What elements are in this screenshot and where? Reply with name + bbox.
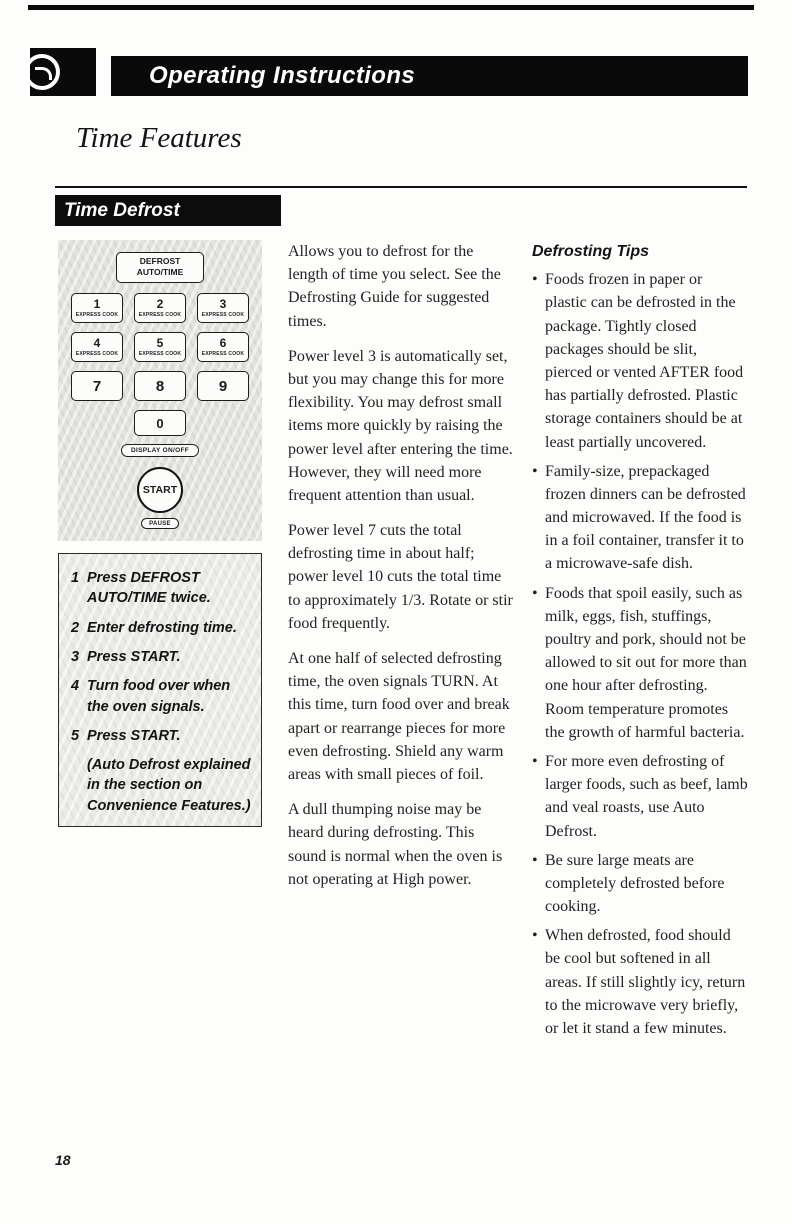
keypad-button-7 (71, 371, 123, 401)
digit-label: 3 (219, 297, 227, 312)
keypad-button-0: 0 (134, 410, 186, 436)
pause-button: PAUSE (141, 518, 179, 529)
brand-logo (30, 48, 96, 96)
left-column (58, 240, 262, 1046)
express-cook-label: EXPRESS COOK (75, 351, 119, 358)
digit-label: 8 (155, 377, 165, 395)
body-paragraph: Power level 7 cuts the total defrosting time in about half; power level 10 cuts the total time to approximately 1/3. Rotate or stir food frequently. (288, 522, 513, 632)
banner-title: Operating Instructions (149, 62, 416, 89)
tip-item: • Foods frozen in paper or plastic can be defrosted in the package. Tightly closed packages should be slit, pierced or vented AFTER food has partially defrosted. Plastic storage containers should be at least partially uncovered. (532, 268, 748, 454)
step-number: 2 (71, 619, 80, 636)
tip-item: • Foods that spoil easily, such as milk, eggs, fish, stuffings, poultry and pork, should not be allowed to sit out for more than one hour after defrosting. Room temperature promotes the growth of harmful bacteria. (532, 582, 748, 744)
keypad-button-4 (71, 332, 123, 362)
step-text: Press DEFROST AUTO/TIME twice. (87, 570, 211, 607)
steps-list (71, 568, 251, 746)
start-button: START (137, 467, 183, 513)
keypad-button-2 (134, 293, 186, 323)
digit-label: 9 (218, 377, 228, 395)
digit-grid (71, 293, 249, 401)
instruction-step (71, 726, 251, 746)
step-text: Turn food over when the oven signals. (87, 678, 231, 715)
step-number: 5 (71, 727, 80, 744)
tip-item: • When defrosted, food should be cool but softened in all areas. If still slightly icy, return to the microwave very briefly, or let it stand a few minutes. (532, 924, 748, 1040)
tips-title: Defrosting Tips (532, 243, 650, 260)
digit-label: 5 (156, 336, 164, 351)
step-number: 1 (71, 570, 80, 587)
body-text-column (288, 240, 514, 1046)
digit-label: 1 (93, 297, 101, 312)
digit-label: 2 (156, 297, 164, 312)
express-cook-label: EXPRESS COOK (201, 312, 245, 319)
step-text: Enter defrosting time. (87, 619, 237, 636)
body-paragraph: A dull thumping noise may be heard during defrosting. This sound is normal when the oven is not operating at High power. (288, 801, 503, 888)
instruction-step (71, 618, 251, 638)
step-number: 4 (71, 678, 80, 695)
instruction-steps-box (58, 553, 262, 827)
body-paragraph: At one half of selected defrosting time, the oven signals TURN. At this time, turn food over and break apart or rearrange pieces for more even defrosting. Shield any warm areas with small pieces of foil. (288, 650, 510, 783)
keypad-button-3 (197, 293, 249, 323)
keypad-button-1 (71, 293, 123, 323)
section-title: Time Features (76, 122, 242, 154)
express-cook-label: EXPRESS COOK (201, 351, 245, 358)
keypad-button-9 (197, 371, 249, 401)
page-number: 18 (55, 1152, 71, 1168)
display-on-off-button: DISPLAY ON/OFF (121, 444, 199, 457)
express-cook-label: EXPRESS COOK (138, 351, 182, 358)
steps-note: (Auto Defrost explained in the section on Convenience Features.) (87, 757, 251, 814)
keypad-button-6 (197, 332, 249, 362)
body-paragraph: Allows you to defrost for the length of time you select. See the Defrosting Guide for suggested times. (288, 243, 501, 330)
body-paragraph: Power level 3 is automatically set, but you may change this for more flexibility. You may defrost small items more quickly by raising the power level after entering the time. However, they will need more frequent attention than usual. (288, 347, 513, 504)
subsection-banner (55, 195, 281, 226)
digit-label: 7 (92, 377, 102, 395)
step-text: Press START. (87, 727, 181, 744)
banner-bar (111, 56, 748, 96)
page-header (30, 48, 748, 96)
instruction-step (71, 647, 251, 667)
subsection-title: Time Defrost (64, 199, 180, 221)
tips-column (532, 240, 748, 1046)
digit-label: 4 (93, 336, 101, 351)
keypad-button-5 (134, 332, 186, 362)
instruction-step (71, 568, 251, 609)
step-text: Press START. (87, 648, 181, 665)
tip-item: • Be sure large meats are completely defrosted before cooking. (532, 849, 748, 919)
tips-list (532, 268, 748, 1040)
tip-item: • For more even defrosting of larger foods, such as beef, lamb and veal roasts, use Auto Defrost. (532, 750, 748, 843)
defrost-auto-time-button (116, 252, 204, 283)
instruction-step (71, 676, 251, 717)
express-cook-label: EXPRESS COOK (138, 312, 182, 319)
scan-edge-artifact (28, 5, 754, 10)
divider (55, 186, 747, 188)
defrost-label-line2: AUTO/TIME (136, 267, 184, 278)
express-cook-label: EXPRESS COOK (75, 312, 119, 319)
ge-monogram-icon (30, 54, 60, 90)
keypad-button-8 (134, 371, 186, 401)
digit-label: 6 (219, 336, 227, 351)
keypad-illustration (58, 240, 262, 541)
content-columns (58, 240, 748, 1046)
step-number: 3 (71, 648, 80, 665)
tip-item: • Family-size, prepackaged frozen dinners can be defrosted and microwaved. If the food is in a foil container, transfer it to a microwave-safe dish. (532, 460, 748, 576)
defrost-label-line1: DEFROST (139, 256, 181, 266)
